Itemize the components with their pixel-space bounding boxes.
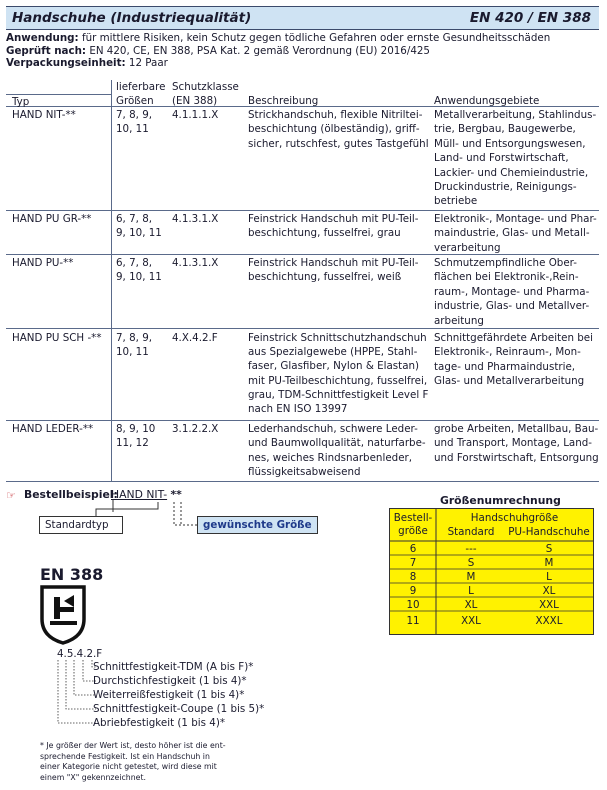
standard-cell: XL: [464, 599, 478, 611]
standard-cell: M: [466, 571, 476, 583]
order-code-text: HAND NIT-: [111, 488, 168, 501]
cell-sizes: 8, 9, 10 11, 12: [116, 423, 156, 450]
col-header-class: Schutzklasse (EN 388): [172, 81, 239, 107]
cell-class: 4.1.1.1.X: [172, 109, 219, 121]
size-cell: 10: [406, 599, 420, 611]
cell-desc: Strickhandschuh, flexible Nitriltei- beschichtung (ölbeständig), griff- sicher, rutschfest, gutes Tastgefühl: [248, 109, 429, 150]
info-use-label: Anwendung:: [6, 32, 79, 44]
standard-cell: S: [467, 557, 475, 569]
col-glove-size: Handschuhgröße: [470, 512, 559, 524]
cell-sizes: 7, 8, 9, 10, 11: [116, 109, 153, 136]
standard-cell: XXL: [461, 615, 481, 627]
standard-cell: L: [468, 585, 474, 597]
cell-typ: HAND PU-**: [12, 257, 74, 269]
cell-sizes: 7, 8, 9, 10, 11: [116, 332, 153, 359]
standard-cell: ---: [465, 543, 477, 555]
pu-cell: XL: [542, 585, 556, 597]
order-label: Bestellbeispiel:: [24, 488, 118, 501]
hand-pointer-icon: ☞: [6, 489, 16, 502]
cell-use: Schnittgefährdete Arbeiten bei Elektronik-, Reinraum-, Mon- tage- und Pharmaindustrie, Glas- und Metallverarbeitung: [434, 332, 593, 388]
standard-type-box: Standardtyp: [39, 516, 123, 534]
footnote: * Je größer der Wert ist, desto höher ist die ent- sprechende Festigkeit. Ist ein Handschuh in einer Kategorie nicht getestet, wird diese mit einem "X" gekennzeichnet.: [40, 741, 226, 782]
cell-desc: Feinstrick Handschuh mit PU-Teil- beschichtung, fusselfrei, weiß: [248, 257, 419, 284]
cell-typ: HAND PU GR-**: [12, 213, 92, 225]
col-pu: PU-Handschuhe: [508, 526, 590, 538]
cell-class: 4.1.3.1.X: [172, 213, 219, 225]
norm-label: EN 420 / EN 388: [469, 10, 591, 26]
legend-item: Weiterreißfestigkeit (1 bis 4)*: [93, 689, 245, 701]
col-header-use: Anwendungsgebiete: [434, 95, 540, 107]
en388-code: 4.5.4.2.F: [57, 648, 103, 660]
info-pack-label: Verpackungseinheit:: [6, 57, 126, 69]
legend-item: Abriebfestigkeit (1 bis 4)*: [93, 717, 225, 729]
desired-size-box: gewünschte Größe: [197, 516, 318, 534]
col-order-size: Bestell- größe: [393, 512, 433, 537]
cell-use: Schmutzempfindliche Ober- flächen bei Elektronik-,Rein- raum-, Montage- und Pharma- industrie, Glas- und Metallver- arbeitung: [434, 257, 590, 327]
col-header-typ: Typ: [12, 96, 30, 108]
pu-cell: M: [544, 557, 554, 569]
order-code-stars: **: [170, 488, 182, 501]
cell-typ: HAND NIT-**: [12, 109, 76, 121]
cell-use: grobe Arbeiten, Metallbau, Bau- und Transport, Montage, Land- und Forstwirtschaft, Entsorgung: [434, 423, 599, 464]
cell-typ: HAND PU SCH -**: [12, 332, 102, 344]
cell-use: Elektronik-, Montage- und Phar- maindustrie, Glas- und Metall- verarbeitung: [434, 213, 597, 254]
cell-sizes: 6, 7, 8, 9, 10, 11: [116, 257, 162, 284]
pu-cell: L: [546, 571, 552, 583]
col-header-sizes: lieferbare Größen: [116, 81, 166, 107]
size-conversion-title: Größenumrechnung: [440, 494, 561, 507]
legend-item: Durchstichfestigkeit (1 bis 4)*: [93, 675, 247, 687]
size-cell: 11: [406, 615, 420, 627]
info-use-text: für mittlere Risiken, kein Schutz gegen tödliche Gefahren oder ernste Gesundheitsschäden: [81, 32, 551, 44]
page-title: Handschuhe (Industriequalität): [12, 10, 252, 26]
cell-class: 4.X.4.2.F: [172, 332, 218, 344]
en388-title: EN 388: [40, 565, 104, 584]
col-standard: Standard: [447, 526, 495, 538]
cell-typ: HAND LEDER-**: [12, 423, 94, 435]
cell-sizes: 6, 7, 8, 9, 10, 11: [116, 213, 162, 240]
size-cell: 6: [409, 543, 417, 555]
info-tested-label: Geprüft nach:: [6, 45, 87, 57]
legend-item: Schnittfestigkeit-Coupe (1 bis 5)*: [93, 703, 265, 715]
info-tested-text: EN 420, CE, EN 388, PSA Kat. 2 gemäß Verordnung (EU) 2016/425: [89, 45, 430, 57]
legend-item: Schnittfestigkeit-TDM (A bis F)*: [93, 661, 254, 673]
cell-class: 3.1.2.2.X: [172, 423, 219, 435]
cell-use: Metallverarbeitung, Stahlindus- trie, Bergbau, Baugewerbe, Müll- und Entsorgungswesen, Land- und Forstwirtschaft, Lackier- und Chemieindustrie, Druckindustrie, Reinigungs- betriebe: [434, 109, 597, 208]
size-cell: 9: [409, 585, 417, 597]
pu-cell: S: [545, 543, 553, 555]
cell-desc: Feinstrick Schnittschutzhandschuh aus Spezialgewebe (HPPE, Stahl- faser, Glasfiber, Nylon & Elastan) mit PU-Teilbeschichtung, fusselfrei, grau, TDM-Schnittfestigkeit Level F nach EN ISO 13997: [248, 332, 429, 416]
col-header-desc: Beschreibung: [248, 95, 319, 107]
pu-cell: XXXL: [535, 615, 563, 627]
size-cell: 7: [409, 557, 417, 569]
size-cell: 8: [409, 571, 417, 583]
cell-desc: Feinstrick Handschuh mit PU-Teil- beschichtung, fusselfrei, grau: [248, 213, 419, 240]
cell-class: 4.1.3.1.X: [172, 257, 219, 269]
pu-cell: XXL: [539, 599, 559, 611]
cell-desc: Lederhandschuh, schwere Leder- und Baumwollqualität, naturfarbe- nes, weiches Rindsnarbenleder, flüssigkeitsabweisend: [248, 423, 426, 479]
info-pack-text: 12 Paar: [128, 57, 168, 69]
